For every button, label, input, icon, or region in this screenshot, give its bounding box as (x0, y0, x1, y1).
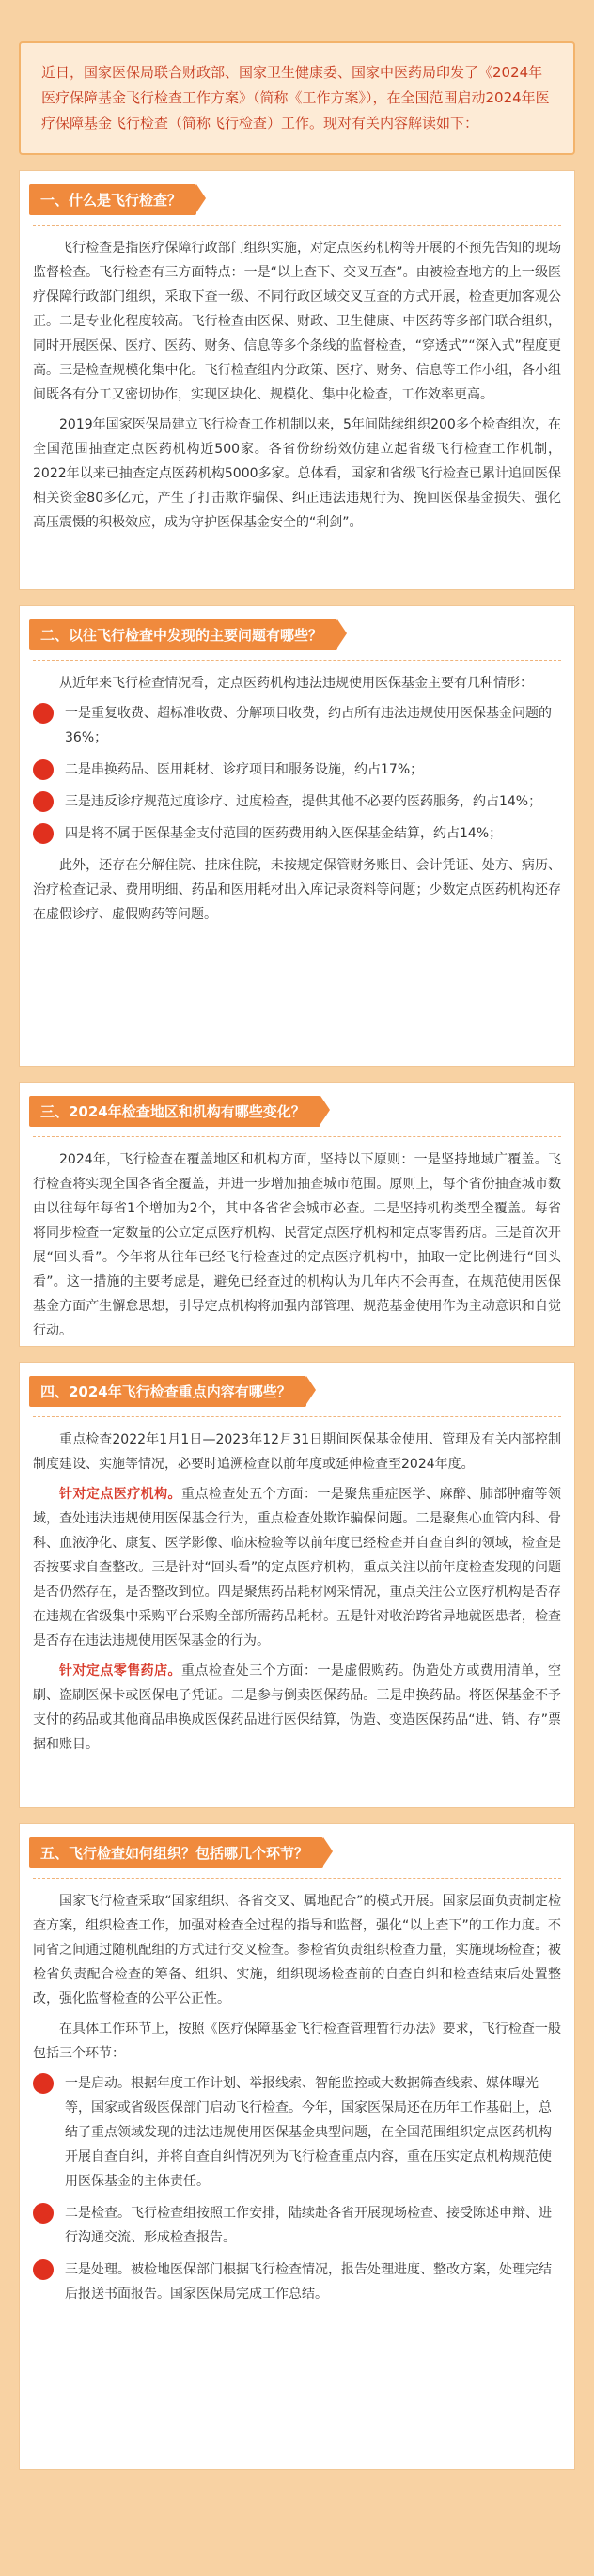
bullet-dot-icon (33, 759, 54, 780)
section-3 (19, 1082, 575, 1347)
section-2-paragraph-1: 从近年来飞行检查情况看，定点医药机构违法违规使用医保基金主要有几种情形： (59, 676, 533, 691)
bullet-dot-icon (33, 703, 54, 724)
bullet-dot-icon (33, 2073, 54, 2094)
section-5-paragraph-1: 国家飞行检查采取“国家组织、各省交叉、属地配合”的模式开展。国家层面负责制定检查方案，组织检查工作，加强对检查全过程的指导和监督，强化“以上查下”的工作力度。不同省之间通过随机配组的方式进行交叉检查。参检省负责组织检查力量，实施现场检查；被检省负责配合检查的筹备、组织、实施，组织现场检查前的自查自纠和检查结束后处置整改，强化监督检查的公平公正性。 (33, 1894, 561, 2006)
bullet-dot-icon (33, 791, 54, 812)
medical-institutions-text: 重点检查处五个方面：一是聚焦重症医学、麻醉、肺部肿瘤等领域，查处违法违规使用医保基金行为，重点检查处欺诈骗保问题。二是聚焦心血管内科、骨科、血液净化、康复、医学影像、临床检验等以前年度已经检查并自查自纠的领域，检查是否按要求自查整改。三是针对“回头看”的定点医疗机构，重点关注以前年度检查发现的问题是否仍然存在，是否整改到位。四是聚焦药品耗材网采情况，重点关注公立医疗机构是否存在违规在省级集中采购平台采购全部所需药品耗材。五是针对收治跨省异地就医患者，检查是否存在违法违规使用医保基金的行为。 (33, 1487, 561, 1648)
section-divider (33, 225, 561, 226)
problem-list (33, 701, 561, 846)
section-1-paragraph-1: 飞行检查是指医疗保障行政部门组织实施，对定点医药机构等开展的不预先告知的现场监督检查。飞行检查有三方面特点：一是“以上查下、交叉互查”。由被检查地方的上一级医疗保障行政部门组织，采取下查一级、不同行政区域交叉互查的方式开展，检查更加客观公正。二是专业化程度较高。飞行检查由医保、财政、卫生健康、中医药等多部门联合组织，同时开展医保、医疗、医药、财务、信息等多个条线的监督检查，“穿透式”“深入式”程度更高。三是检查规模化集中化。飞行检查组内分政策、医疗、财务、信息等工作小组，各小组间既各有分工又密切协作，实现区块化、规模化、集中化检查，工作效率更高。 (33, 241, 561, 402)
list-item (33, 757, 561, 782)
section-1-paragraph-2: 2019年国家医保局建立飞行检查工作机制以来，5年间陆续组织200多个检查组次，在全国范围抽查定点医药机构近500家。各省份纷纷效仿建立起省级飞行检查工作机制，2022年以来已抽查定点医药机构5000多家。总体看，国家和省级飞行检查已累计追回医保相关资金80多亿元，产生了打击欺诈骗保、纠正违法违规行为、挽回医保基金损失、强化高压震慑的积极效应，成为守护医保基金安全的“利剑”。 (33, 417, 561, 530)
list-item (33, 701, 561, 750)
section-1 (19, 170, 575, 590)
section-divider (33, 660, 561, 662)
section-5-title: 五、飞行检查如何组织？包括哪几个环节？ (29, 1837, 323, 1868)
section-4-paragraph-3 (33, 1659, 561, 1756)
intro-box (19, 41, 575, 155)
medical-institutions-lead: 针对定点医疗机构。 (59, 1487, 181, 1502)
list-item (33, 2201, 561, 2250)
section-4-paragraph-1: 重点检查2022年1月1日—2023年12月31日期间医保基金使用、管理及有关内部控制制度建设、实施等情况，必要时追溯检查以前年度或延伸检查至2024年度。 (33, 1432, 561, 1472)
list-item-text: 二是检查。飞行检查组按照工作安排，陆续赴各省开展现场检查、接受陈述申辩、进行沟通交流、形成检查报告。 (65, 2206, 552, 2245)
section-5 (19, 1823, 575, 2470)
list-item (33, 2071, 561, 2194)
section-3-paragraph-1: 2024年，飞行检查在覆盖地区和机构方面，坚持以下原则：一是坚持地域广覆盖。飞行检查将实现全国各省全覆盖，并进一步增加抽查城市范围。原则上，每个省份抽查城市数由以往每年每省1个增加为2个，其中各省省会城市必查。二是坚持机构类型全覆盖。每省将同步检查一定数量的公立定点医疗机构、民营定点医疗机构和定点零售药店。三是首次开展“回头看”。今年将从往年已经飞行检查过的定点医疗机构中，抽取一定比例进行“回头看”。这一措施的主要考虑是，避免已经查过的机构认为几年内不会再查，在规范使用医保基金方面产生懈怠思想，引导定点机构将加强内部管理、规范基金使用作为主动意识和自觉行动。 (33, 1152, 561, 1338)
section-divider (33, 1878, 561, 1880)
list-item-text: 四是将不属于医保基金支付范围的医药费用纳入医保基金结算，约占14%； (65, 826, 503, 841)
pharmacies-lead: 针对定点零售药店。 (59, 1663, 181, 1678)
section-4-paragraph-2 (33, 1482, 561, 1653)
section-2-paragraph-2: 此外，还存在分解住院、挂床住院，未按规定保管财务账目、会计凭证、处方、病历、治疗检查记录、费用明细、药品和医用耗材出入库记录资料等问题；少数定点医药机构还存在虚假诊疗、虚假购药等问题。 (33, 858, 561, 922)
section-5-paragraph-2: 在具体工作环节上，按照《医疗保障基金飞行检查管理暂行办法》要求，飞行检查一般包括三个环节： (33, 2022, 561, 2061)
section-2-title: 二、以往飞行检查中发现的主要问题有哪些？ (29, 619, 337, 650)
steps-list (33, 2071, 561, 2306)
bullet-dot-icon (33, 2259, 54, 2280)
list-item-text: 一是重复收费、超标准收费、分解项目收费，约占所有违法违规使用医保基金问题的36%； (65, 706, 552, 745)
section-2 (19, 605, 575, 1067)
intro-text: 近日，国家医保局联合财政部、国家卫生健康委、国家中医药局印发了《2024年医疗保障基金飞行检查工作方案》（简称《工作方案》），在全国范围启动2024年医疗保障基金飞行检查（简称飞行检查）工作。现对有关内容解读如下： (41, 64, 550, 132)
list-item (33, 2257, 561, 2306)
bullet-dot-icon (33, 2203, 54, 2224)
section-3-title: 三、2024年检查地区和机构有哪些变化？ (29, 1096, 320, 1127)
section-4 (19, 1362, 575, 1808)
bullet-dot-icon (33, 823, 54, 844)
section-divider (33, 1416, 561, 1418)
list-item (33, 821, 561, 846)
list-item-text: 一是启动。根据年度工作计划、举报线索、智能监控或大数据筛查线索、媒体曝光等，国家或省级医保部门启动飞行检查。今年，国家医保局还在历年工作基础上，总结了重点领域发现的违法违规使用医保基金典型问题，在全国范围组织定点医药机构开展自查自纠，并将自查自纠情况列为飞行检查重点内容，重在压实定点机构规范使用医保基金的主体责任。 (65, 2076, 552, 2189)
list-item (33, 789, 561, 814)
pharmacies-text: 重点检查处三个方面：一是虚假购药。伪造处方或费用清单，空刷、盗刷医保卡或医保电子凭证。二是参与倒卖医保药品。三是串换药品。将医保基金不予支付的药品或其他商品串换成医保药品进行医保结算，伪造、变造医保药品“进、销、存”票据和账目。 (33, 1663, 561, 1752)
list-item-text: 二是串换药品、医用耗材、诊疗项目和服务设施，约占17%； (65, 762, 424, 777)
section-1-title: 一、什么是飞行检查？ (29, 184, 196, 215)
list-item-text: 三是处理。被检地医保部门根据飞行检查情况，报告处理进度、整改方案，处理完结后报送书面报告。国家医保局完成工作总结。 (65, 2262, 552, 2302)
list-item-text: 三是违反诊疗规范过度诊疗、过度检查，提供其他不必要的医药服务，约占14%； (65, 794, 542, 809)
section-divider (33, 1136, 561, 1138)
section-4-title: 四、2024年飞行检查重点内容有哪些？ (29, 1376, 306, 1407)
